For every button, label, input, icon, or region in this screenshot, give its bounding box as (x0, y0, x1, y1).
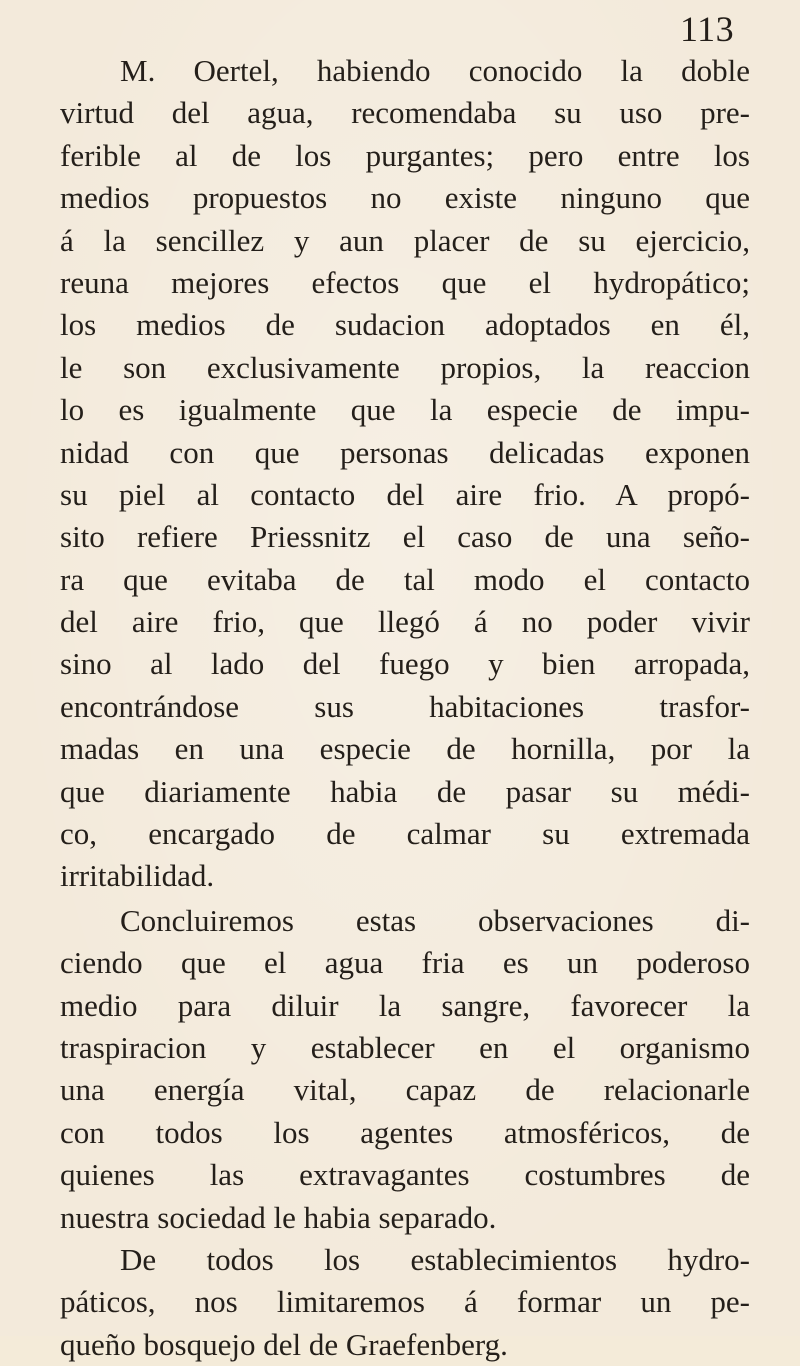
text-line: ra que evitaba de tal modo el contacto (60, 561, 750, 597)
text-line: á la sencillez y aun placer de su ejercicio, (60, 222, 750, 258)
text-line: le son exclusivamente propios, la reaccion (60, 349, 750, 385)
text-line: encontrándose sus habitaciones trasfor- (60, 688, 750, 724)
text-line: irritabilidad. (60, 858, 215, 894)
text-line: páticos, nos limitaremos á formar un pe- (60, 1284, 750, 1320)
text-line: medio para diluir la sangre, favorecer la (60, 987, 750, 1023)
text-line: queño bosquejo del de Graefenberg. (60, 1326, 508, 1362)
body-text (60, 50, 750, 1366)
page-number: 113 (680, 9, 735, 49)
text-line: su piel al contacto del aire frio. A propó- (60, 476, 750, 512)
text-line: co, encargado de calmar su extremada (60, 816, 750, 852)
text-line: medios propuestos no existe ninguno que (60, 180, 750, 216)
text-line: M. Oertel, habiendo conocido la doble (120, 53, 750, 88)
text-line: nuestra sociedad le habia separado. (60, 1199, 497, 1235)
text-line: reuna mejores efectos que el hydropático; (60, 264, 750, 300)
text-line: sino al lado del fuego y bien arropada, (60, 646, 750, 682)
text-line: virtud del agua, recomendaba su uso pre- (60, 95, 750, 131)
text-line: Concluiremos estas observaciones di- (120, 902, 750, 938)
text-line: quienes las extravagantes costumbres de (60, 1157, 750, 1193)
text-line: sito refiere Priessnitz el caso de una seño- (60, 519, 750, 555)
text-line: nidad con que personas delicadas exponen (60, 434, 750, 470)
text-line: De todos los establecimientos hydro- (120, 1241, 750, 1277)
text-line: que diariamente habia de pasar su médi- (60, 773, 750, 809)
text-line: traspiracion y establecer en el organismo (60, 1029, 750, 1065)
text-line: una energía vital, capaz de relacionarle (60, 1072, 750, 1108)
text-line: lo es igualmente que la especie de impu- (60, 392, 750, 428)
text-line: ciendo que el agua fria es un poderoso (60, 945, 750, 981)
paragraph-3 (60, 1239, 750, 1366)
paragraph-2 (60, 900, 750, 1239)
text-line: con todos los agentes atmosféricos, de (60, 1114, 750, 1150)
text-line: madas en una especie de hornilla, por la (60, 731, 750, 767)
paragraph-1 (60, 50, 750, 898)
text-line: del aire frio, que llegó á no poder vivir (60, 604, 750, 640)
text-line: ferible al de los purgantes; pero entre los (60, 137, 750, 173)
text-line: los medios de sudacion adoptados en él, (60, 307, 750, 343)
